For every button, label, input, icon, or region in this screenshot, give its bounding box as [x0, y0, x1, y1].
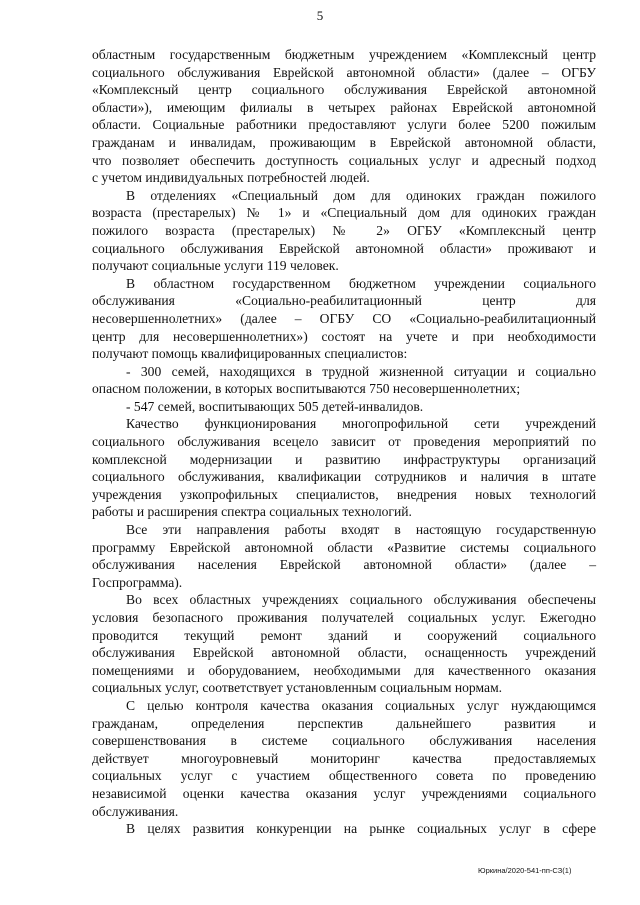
text-line: В целях развития конкуренции на рынке социальных услуг в сфере — [126, 821, 596, 837]
text-line: получают помощь квалифицированных специалистов: — [92, 346, 408, 362]
text-line: гражданам, определения перспектив дальнейшего развития и — [92, 715, 596, 731]
text-line: что позволяет обеспечить доступность социальных услуг и адресный подход — [92, 152, 596, 168]
text-line: обслуживания населения Еврейской автономной области» (далее – — [92, 557, 596, 573]
text-line: Во всех областных учреждениях социального обслуживания обеспечены — [126, 592, 596, 608]
text-line: «Комплексный центр социального обслуживания Еврейской автономной — [92, 82, 596, 98]
text-line: действует многоуровневый мониторинг качества предоставляемых — [92, 750, 596, 766]
paragraph — [92, 363, 596, 398]
text-line: несовершеннолетних» (далее – ОГБУ СО «Социально-реабилитационный — [92, 310, 596, 326]
text-line: гражданам и инвалидам, проживающим в Еврейской автономной области, — [92, 134, 596, 150]
text-line: с учетом индивидуальных потребностей людей. — [92, 170, 370, 186]
text-line: социального обслуживания всецело зависит от проведения мероприятий по — [92, 434, 596, 450]
document-body — [92, 46, 596, 838]
text-line: Госпрограмма). — [92, 574, 183, 590]
paragraph — [92, 415, 596, 521]
text-line: Все эти направления работы входят в настоящую государственную — [126, 522, 596, 538]
paragraph — [92, 697, 596, 820]
paragraph — [92, 187, 596, 275]
text-line: социального обслуживания, квалификации сотрудников и наличия в штате — [92, 469, 596, 485]
text-line: В областном государственном бюджетном учреждении социального — [126, 275, 596, 291]
paragraph — [92, 275, 596, 363]
text-line: социальных услуг, соответствует установленным социальным нормам. — [92, 680, 503, 696]
text-line: обслуживания «Социально-реабилитационный центр для — [92, 293, 596, 309]
paragraph — [92, 521, 596, 591]
text-line: обслуживания Еврейской автономной области, оснащенность учреждений — [92, 645, 596, 661]
text-line: Качество функционирования многопрофильной сети учреждений — [126, 416, 596, 432]
text-line: обслуживания. — [92, 803, 179, 819]
text-line: независимой оценки качества оказания услуг учреждениями социального — [92, 785, 596, 801]
text-line: В отделениях «Специальный дом для одиноких граждан пожилого — [126, 187, 596, 203]
text-line: возраста (престарелых) № 1» и «Специальный дом для одиноких граждан — [92, 205, 596, 221]
text-line: - 300 семей, находящихся в трудной жизненной ситуации и социально — [126, 363, 596, 379]
text-line: социального обслуживания Еврейской автономной области» проживают и — [92, 240, 596, 256]
text-line: опасном положении, в которых воспитываются 750 несовершеннолетних; — [92, 381, 521, 397]
paragraph — [92, 820, 596, 838]
text-line: работы и расширения спектра социальных технологий. — [92, 504, 412, 520]
paragraph — [92, 398, 596, 416]
text-line: совершенствования в системе социального обслуживания населения — [92, 733, 596, 749]
text-line: социальных услуг с участием общественного совета по проведению — [92, 768, 596, 784]
text-line: комплексной модернизации и развитию инфраструктуры организаций — [92, 451, 596, 467]
paragraph — [92, 46, 596, 187]
text-line: области»), имеющим филиалы в четырех районах Еврейской автономной — [92, 99, 596, 115]
text-line: проводится текущий ремонт зданий и сооружений социального — [92, 627, 596, 643]
text-line: С целью контроля качества оказания социальных услуг нуждающимся — [126, 697, 596, 713]
text-line: получают социальные услуги 119 человек. — [92, 258, 339, 274]
text-line: социального обслуживания Еврейской автономной области» (далее – ОГБУ — [92, 64, 596, 80]
page-number: 5 — [316, 8, 324, 23]
text-line: помещениями и оборудованием, необходимыми для качественного оказания — [92, 662, 596, 678]
text-line: - 547 семей, воспитывающих 505 детей-инвалидов. — [126, 398, 424, 414]
text-line: учреждения узкопрофильных специалистов, внедрения новых технологий — [92, 486, 596, 502]
text-line: программу Еврейской автономной области «Развитие системы социального — [92, 539, 596, 555]
text-line: центр для несовершеннолетних») состоят на учете и при необходимости — [92, 328, 596, 344]
text-line: пожилого возраста (престарелых) № 2» ОГБУ «Комплексный центр — [92, 222, 596, 238]
text-line: областным государственным бюджетным учреждением «Комплексный центр — [92, 47, 596, 62]
document-code: Юркина/2020-541-пп-СЗ(1) — [478, 866, 572, 875]
text-line: области. Социальные работники предоставляют услуги более 5200 пожилым — [92, 117, 596, 133]
text-line: условия безопасного проживания получателей социальных услуг. Ежегодно — [92, 610, 596, 625]
paragraph — [92, 591, 596, 697]
